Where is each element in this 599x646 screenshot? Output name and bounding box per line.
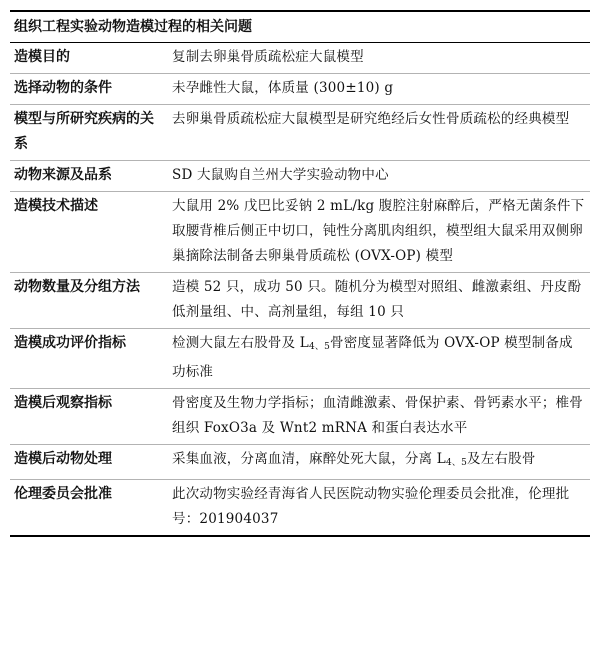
row-label: 造模技术描述 (10, 192, 168, 273)
row-value: 造模 52 只，成功 50 只。随机分为模型对照组、雌激素组、丹皮酚低剂量组、中、高剂量组，每组 10 只 (168, 273, 590, 329)
table-row (10, 43, 590, 74)
table-caption: 组织工程实验动物造模过程的相关问题 (14, 19, 252, 35)
row-label: 动物来源及品系 (10, 161, 168, 192)
table-row (10, 445, 590, 480)
row-value: 未孕雌性大鼠，体质量 (300±10) g (168, 74, 590, 105)
value-text: 检测大鼠左右股骨及 L (172, 335, 309, 351)
table-row (10, 329, 590, 389)
info-table (10, 43, 590, 535)
vertebra-subscript: 4、5 (308, 342, 331, 352)
row-label: 造模成功评价指标 (10, 329, 168, 389)
row-label: 选择动物的条件 (10, 74, 168, 105)
value-text: 及左右股骨 (467, 451, 536, 467)
row-label: 伦理委员会批准 (14, 486, 112, 502)
row-label: 造模后动物处理 (10, 445, 168, 480)
table-row (10, 192, 590, 273)
row-value: SD 大鼠购自兰州大学实验动物中心 (168, 161, 590, 192)
row-value (168, 445, 590, 480)
row-value: 去卵巢骨质疏松症大鼠模型是研究绝经后女性骨质疏松的经典模型 (168, 105, 590, 161)
table-row (10, 161, 590, 192)
row-value: 此次动物实验经青海省人民医院动物实验伦理委员会批准，伦理批号：201904037 (172, 486, 570, 527)
table-row (10, 480, 590, 536)
row-label: 动物数量及分组方法 (10, 273, 168, 329)
table-row (10, 74, 590, 105)
table-row (10, 389, 590, 445)
row-value: 骨密度及生物力学指标；血清雌激素、骨保护素、骨钙素水平；椎骨组织 FoxO3a 及 Wnt2 mRNA 和蛋白表达水平 (168, 389, 590, 445)
row-label: 造模目的 (10, 43, 168, 74)
value-text: 采集血液，分离血清，麻醉处死大鼠，分离 L (172, 451, 446, 467)
value-text: 骨密度显著降低为 OVX-OP 模型制备成功标准 (172, 335, 573, 380)
row-label: 造模后观察指标 (10, 389, 168, 445)
row-value (168, 329, 590, 389)
row-value: 复制去卵巢骨质疏松症大鼠模型 (168, 43, 590, 74)
table-row (10, 105, 590, 161)
row-label: 模型与所研究疾病的关系 (10, 105, 168, 161)
table-container (10, 10, 590, 537)
row-value: 大鼠用 2% 戊巴比妥钠 2 mL/kg 腹腔注射麻醉后，严格无菌条件下取腰背椎后侧正中切口，钝性分离肌肉组织，模型组大鼠采用双侧卵巢摘除法制备去卵巢骨质疏松 (OVX-OP) 模型 (168, 192, 590, 273)
bottom-rule (10, 535, 590, 537)
table-row (10, 273, 590, 329)
vertebra-subscript: 4、5 (445, 458, 468, 468)
